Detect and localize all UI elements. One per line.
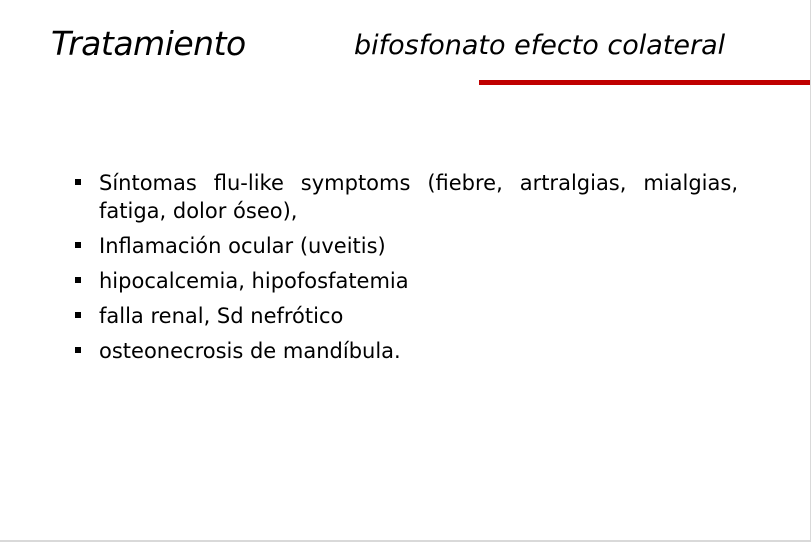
square-bullet-icon [75, 242, 81, 248]
square-bullet-icon [75, 277, 81, 283]
square-bullet-icon [75, 347, 81, 353]
bullet-text: Inflamación ocular (uveitis) [99, 234, 386, 258]
bullet-text: hipocalcemia, hipofosfatemia [99, 269, 409, 293]
bullet-item [73, 169, 738, 225]
square-bullet-icon [75, 312, 81, 318]
bullet-list [73, 169, 738, 372]
bullet-text: falla renal, Sd nefrótico [99, 304, 344, 328]
slide-title: Tratamiento [51, 24, 246, 63]
bullet-text: Síntomas flu-like symptoms (fiebre, artralgias, mialgias, fatiga, dolor óseo), [99, 171, 738, 223]
bullet-item [73, 302, 738, 330]
bullet-item [73, 267, 738, 295]
title-accent-line [479, 80, 811, 85]
slide-subtitle: bifosfonato efecto colateral [354, 30, 726, 61]
square-bullet-icon [75, 179, 81, 185]
bullet-item [73, 232, 738, 260]
bullet-text: osteonecrosis de mandíbula. [99, 339, 401, 363]
bullet-item [73, 337, 738, 365]
